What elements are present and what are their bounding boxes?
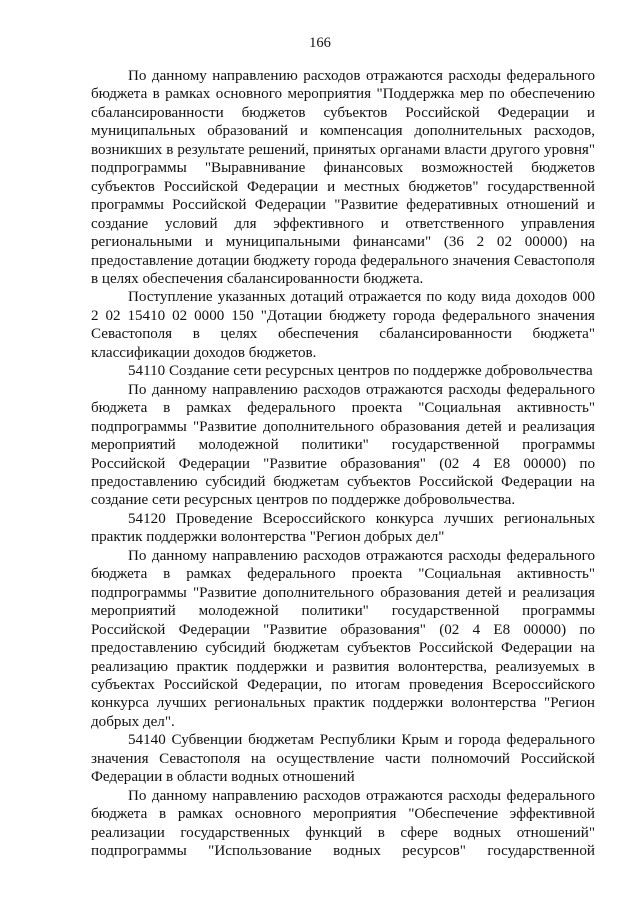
expense-heading-54120: 54120 Проведение Всероссийского конкурса лучших региональных практик поддержки волонтерства "Регион добрых дел": [91, 510, 595, 546]
paragraph-54140-description: По данному направлению расходов отражаются расходы федерального бюджета в рамках основного мероприятия "Обеспечение эффективной реализации государственных функций в сфере водных отношений" подпрограммы "Использование водных ресурсов" государственной: [91, 787, 595, 860]
expense-heading-54140: 54140 Субвенции бюджетам Республики Крым и города федерального значения Севастополя на осуществление части полномочий Российской Федерации в области водных отношений: [91, 732, 595, 786]
page-number: 166: [309, 35, 331, 51]
paragraph-54120-description: По данному направлению расходов отражаются расходы федерального бюджета в рамках федерального проекта "Социальная активность" подпрограммы "Развитие дополнительного образования детей и реализация мероприятий молодежной политики" государственной программы Российской Федерации "Развитие образования" (02 4 E8 00000) по предоставлению субсидий бюджетам субъектов Российской Федерации на реализацию практик поддержки и развития волонтерства, реализуемых в субъектах Российской Федерации, по итогам проведения Всероссийского конкурса лучших региональных практик поддержки волонтерства "Регион добрых дел".: [91, 547, 595, 730]
expense-heading-54110: 54110 Создание сети ресурсных центров по поддержке добровольчества: [128, 363, 593, 380]
document-body: [91, 67, 595, 860]
paragraph-subsidy-income-code: Поступление указанных дотаций отражается по коду вида доходов 000 2 02 15410 02 0000 150 "Дотации бюджету города федерального значения Севастополя в целях обеспечения сбалансированности бюджета" классификации доходов бюджетов.: [91, 289, 595, 361]
paragraph-subsidy-sevastopol-expenses: По данному направлению расходов отражаются расходы федерального бюджета в рамках основного мероприятия "Поддержка мер по обеспечению сбалансированности бюджетов субъектов Российской Федерации и муниципальных образований и компенсация дополнительных расходов, возникших в результате решений, принятых органами власти другого уровня" подпрограммы "Выравнивание финансовых возможностей бюджетов субъектов Российской Федерации и местных бюджетов" государственной программы Российской Федерации "Развитие федеративных отношений и создание условий для эффективного и ответственного управления региональными и муниципальными финансами" (36 2 02 00000) на предоставление дотации бюджету города федерального значения Севастополя в целях обеспечения сбалансированности бюджета.: [91, 68, 595, 287]
paragraph-54110-description: По данному направлению расходов отражаются расходы федерального бюджета в рамках федерального проекта "Социальная активность" подпрограммы "Развитие дополнительного образования детей и реализация мероприятий молодежной политики" государственной программы Российской Федерации "Развитие образования" (02 4 E8 00000) по предоставлению субсидий бюджетам субъектов Российской Федерации на создание сети ресурсных центров по поддержке добровольчества.: [91, 381, 595, 509]
